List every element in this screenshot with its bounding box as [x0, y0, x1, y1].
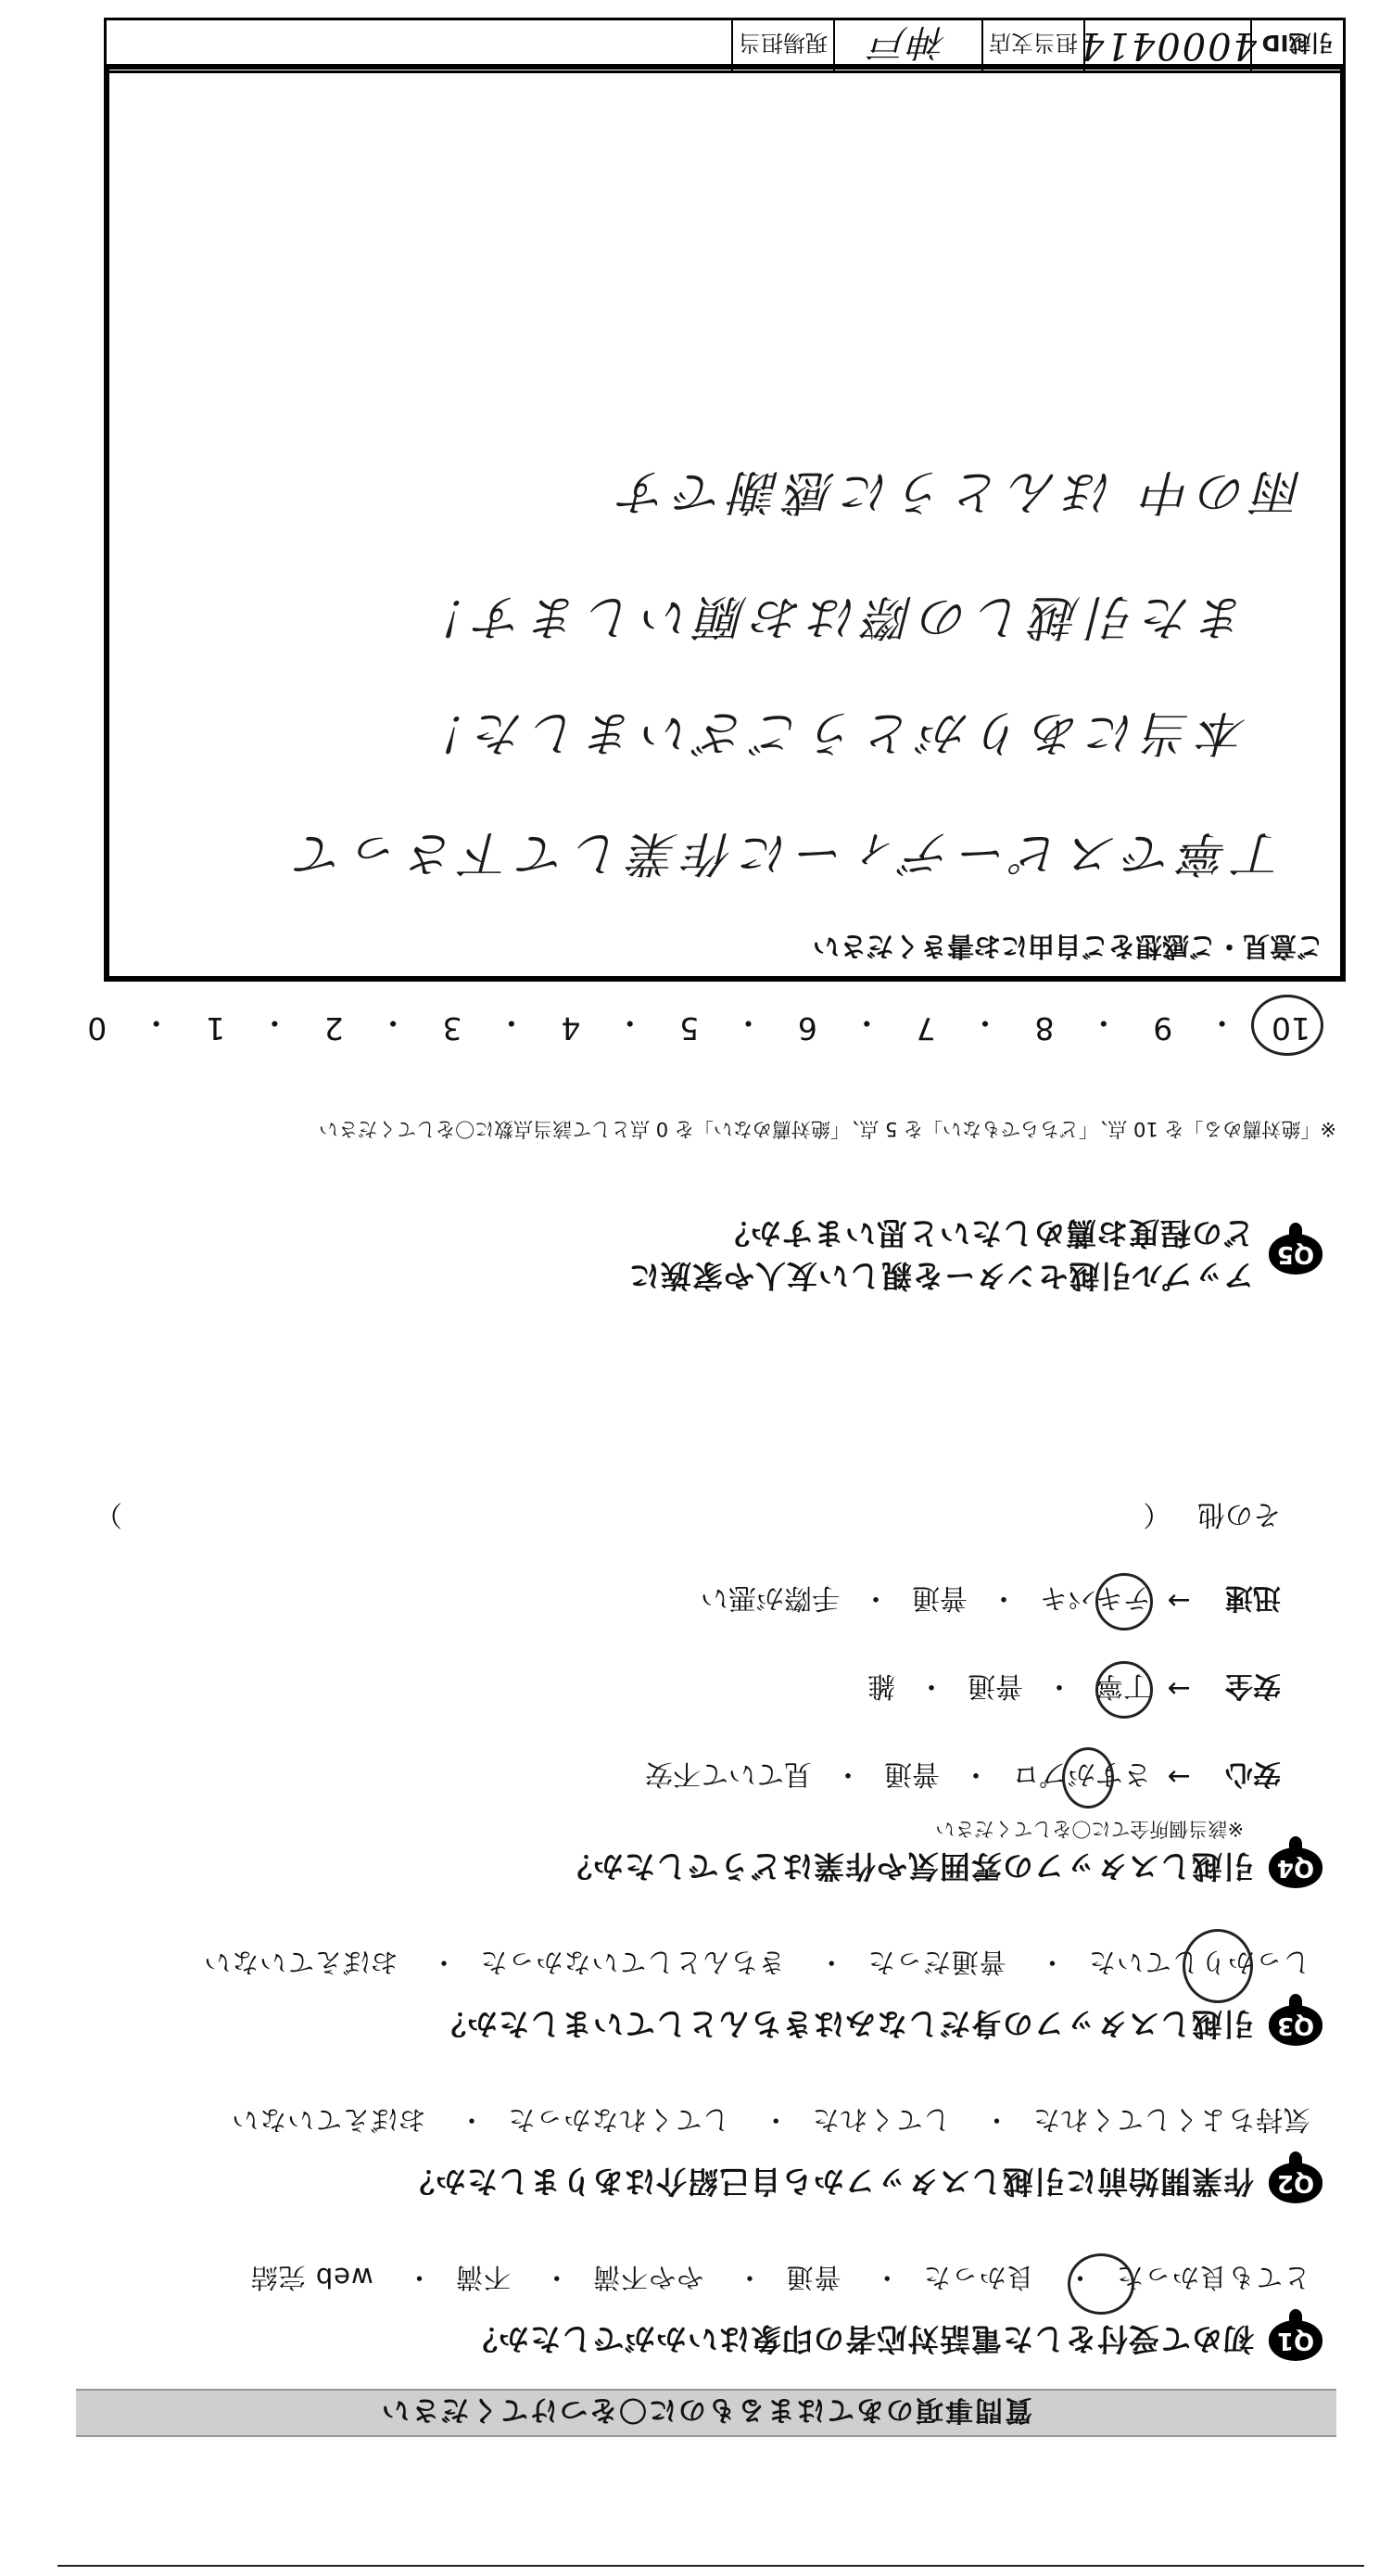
q4-row-anshin: 安心 → さすがプロ ・ 普通 ・ 見ていて不安	[645, 1757, 1281, 1797]
arrow-icon: →	[1167, 1584, 1191, 1618]
q4-option[interactable]: テキパキ	[1040, 1581, 1151, 1614]
q5-selection-circle	[1251, 995, 1323, 1056]
q1-option[interactable]: 不満	[454, 2262, 511, 2293]
q4-option[interactable]: 普通	[884, 1758, 940, 1790]
q4-text: 引越しスタッフの雰囲気や作業はどうでしたか？	[561, 1848, 1254, 1884]
q4-anshin-circle	[1062, 1747, 1114, 1808]
branch-label: 担当支店	[981, 20, 1083, 70]
q2-text: 作業開始前に引越しスタッフから自己紹介はありましたか？	[403, 2164, 1254, 2200]
q4-other-label: その他	[1197, 1498, 1281, 1530]
q1-option[interactable]: やや不満	[592, 2262, 704, 2293]
q4-other-row	[95, 1497, 1281, 1538]
score-option[interactable]: 1	[205, 1010, 225, 1047]
q2-options: 気持ちよくしてくれた・ してくれた・ してくれなかった・ おぼえていない	[231, 2104, 1310, 2136]
id-label: 引越ID	[1250, 20, 1343, 70]
q4-row-label: 安心	[1225, 1758, 1281, 1790]
handwritten-line: また引越しの際はお願いします！	[412, 589, 1247, 644]
q1-options: とても良かった・ 良かった・ 普通・ やや不満・ 不満・ web 完結	[249, 2262, 1310, 2293]
q2-option[interactable]: してくれなかった	[507, 2104, 730, 2136]
q1-option[interactable]: とても良かった	[1115, 2262, 1310, 2293]
score-option[interactable]: 8	[1034, 1010, 1055, 1047]
comment-label: ご意見・ご感想をご自由にお書きください	[812, 931, 1323, 962]
q1-selection-circle	[1068, 2253, 1134, 2315]
q5-badge: Q5	[1269, 1234, 1322, 1275]
q5-text-line2: どの程度お薦めしたいと思いますか？	[718, 1215, 1254, 1251]
q3-option[interactable]: 普通だった	[867, 1947, 1006, 1978]
question-4	[561, 1846, 1322, 1890]
q2-option[interactable]: 気持ちよくしてくれた	[1031, 2104, 1310, 2136]
q4-option[interactable]: 手際が悪い	[701, 1581, 840, 1614]
q2-badge: Q2	[1269, 2164, 1322, 2204]
id-value[interactable]: 4000414	[1083, 20, 1250, 70]
score-option[interactable]: 2	[323, 1010, 344, 1047]
q4-option[interactable]: 見ていて不安	[645, 1758, 812, 1790]
q1-text: 初めて受付をした電話対応者の印象はいかがでしたか？	[466, 2321, 1254, 2357]
instruction-band	[76, 2389, 1336, 2437]
q4-jinsoku-circle	[1095, 1573, 1153, 1631]
q4-badge: Q4	[1269, 1848, 1322, 1889]
q2-option[interactable]: おぼえていない	[231, 2104, 426, 2136]
score-option[interactable]: 3	[442, 1010, 462, 1047]
q4-option[interactable]: 雑	[867, 1669, 895, 1702]
q4-other-open: （	[1143, 1498, 1171, 1530]
question-5	[628, 1212, 1322, 1297]
question-1	[466, 2319, 1322, 2363]
field-staff-label: 現場担当	[731, 20, 833, 70]
q5-text	[628, 1212, 1254, 1297]
q4-note: ※該当個所全てに〇をしてください	[935, 1818, 1244, 1840]
instruction-text: 質問事項のあてはまるものに〇をつけてください	[380, 2393, 1032, 2426]
handwritten-line: 丁寧でスピーディーに作業して下さって	[289, 825, 1284, 881]
q4-row-anzen: 安全 → 丁寧 ・ 普通 ・ 雑	[867, 1669, 1281, 1709]
q3-options: しっかりしていた・ 普通だった・ きちんとしていなかった・ おぼえていない	[203, 1947, 1310, 1978]
score-option[interactable]: 4	[561, 1010, 581, 1047]
q4-option[interactable]: 丁寧	[1095, 1669, 1151, 1702]
q4-anzen-circle	[1095, 1661, 1153, 1719]
q3-badge: Q3	[1269, 2006, 1322, 2047]
q4-row-jinsoku: 迅速 → テキパキ ・ 普通 ・ 手際が悪い	[701, 1580, 1281, 1621]
q5-text-line1: アップル引越センターを親しい友人や家族に	[627, 1258, 1254, 1294]
q4-option[interactable]: 普通	[912, 1581, 968, 1614]
q3-option[interactable]: きちんとしていなかった	[479, 1947, 786, 1978]
score-option[interactable]: 9	[1153, 1010, 1173, 1047]
q5-score-scale: 10 ・ 9 ・ 8 ・ 7 ・ 6 ・ 5 ・ 4 ・ 3 ・ 2 ・ 1 ・ 0	[87, 1005, 1310, 1047]
q4-option[interactable]: 普通	[968, 1669, 1023, 1702]
q1-option[interactable]: web 完結	[249, 2262, 373, 2293]
score-option[interactable]: 6	[797, 1010, 817, 1047]
score-option[interactable]: 0	[87, 1010, 108, 1047]
comment-box[interactable]	[104, 64, 1346, 982]
arrow-icon: →	[1167, 1672, 1191, 1706]
branch-value[interactable]: 神戸	[833, 20, 981, 70]
question-3	[435, 2004, 1322, 2048]
top-edge-line	[57, 2565, 1364, 2567]
field-staff-value[interactable]	[107, 20, 731, 70]
q1-option[interactable]: 普通	[785, 2262, 842, 2293]
score-option[interactable]: 5	[679, 1010, 700, 1047]
q3-selection-circle	[1183, 1929, 1253, 2003]
q4-row-label: 迅速	[1225, 1581, 1281, 1614]
question-2	[403, 2162, 1322, 2205]
q5-note: ※「絶対薦める」を 10 点、「どちらでもない」を 5 点、「絶対薦めない」を 0 点として該当点数に〇をしてください	[319, 1118, 1336, 1140]
q4-row-label: 安全	[1225, 1669, 1281, 1702]
q3-option[interactable]: おぼえていない	[203, 1947, 399, 1978]
score-option[interactable]: 10	[1272, 1010, 1310, 1047]
handwritten-line: 雨の中 ほんとうに感謝です	[613, 463, 1303, 519]
q4-other-close: ）	[95, 1498, 122, 1530]
score-option[interactable]: 7	[916, 1010, 936, 1047]
q3-option[interactable]: しっかりしていた	[1087, 1947, 1310, 1978]
arrow-icon: →	[1167, 1760, 1191, 1794]
q1-badge: Q1	[1269, 2321, 1322, 2362]
handwritten-line: 本当にありがとうございました！	[412, 704, 1247, 760]
footer-table	[104, 18, 1346, 73]
q4-option[interactable]: さすがプロ	[1012, 1758, 1151, 1790]
q2-option[interactable]: してくれた	[811, 2104, 951, 2136]
q1-option[interactable]: 良かった	[922, 2262, 1034, 2293]
q3-text: 引越しスタッフの身だしなみはきちんとしていましたか？	[435, 2006, 1254, 2042]
